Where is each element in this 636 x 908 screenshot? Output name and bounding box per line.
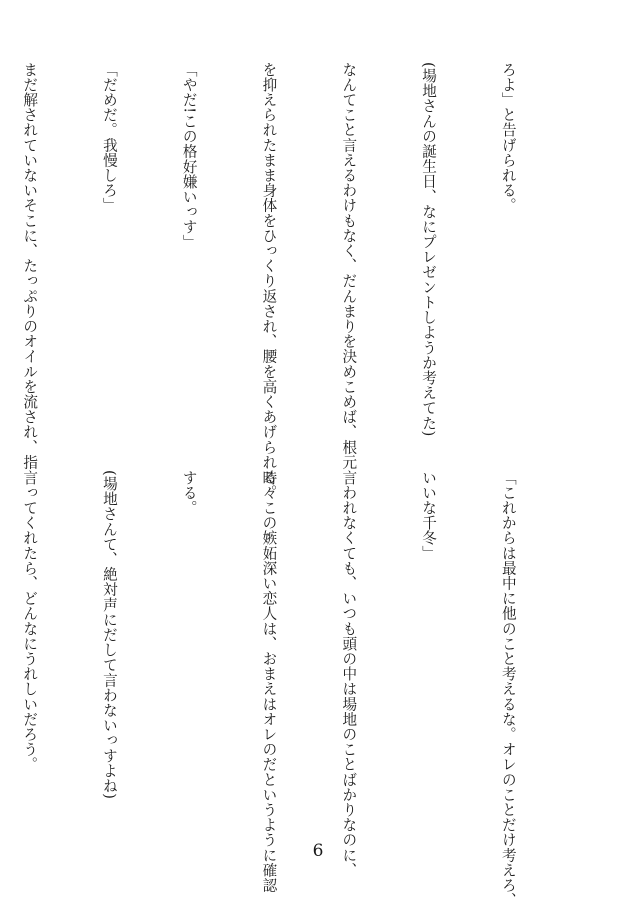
text-block-bottom <box>21 470 574 908</box>
text-line: ろよ」と告げられる。 <box>499 62 517 213</box>
text-line: する。 <box>180 470 198 516</box>
text-line: まだ解されていないそこに、たっぷりのオイルを流され、指 <box>21 62 39 470</box>
text-line: (場地さんて、絶対声にだして言わないっすよね) <box>100 470 118 800</box>
text-line: 「だめだ。我慢しろ」 <box>100 62 118 213</box>
text-line: を抑えられたまま身体をひっくり返され、腰を高くあげられる。 <box>260 62 278 500</box>
text-line: いいな千冬」 <box>420 470 438 561</box>
text-line: なんてこと言えるわけもなく、だんまりを決めこめば、根元 <box>340 62 358 470</box>
text-line: 言ってくれたら、どんなにうれしいだろう。 <box>21 470 39 772</box>
text-line: (場地さんの誕生日、なにプレゼントしようか考えてた) <box>420 62 438 437</box>
text-line: 言われなくても、いつも頭の中は場地のことばかりなのに、 <box>340 470 358 878</box>
text-line: 「やだ!この格好嫌いっす」 <box>180 62 198 250</box>
text-line: 「これからは最中に他のこと考えるな。オレのことだけ考えろ、 <box>499 470 517 908</box>
page-number: 6 <box>312 841 324 861</box>
text-line: 時々この嫉妬深い恋人は、おまえはオレのだというように確認 <box>260 470 278 893</box>
